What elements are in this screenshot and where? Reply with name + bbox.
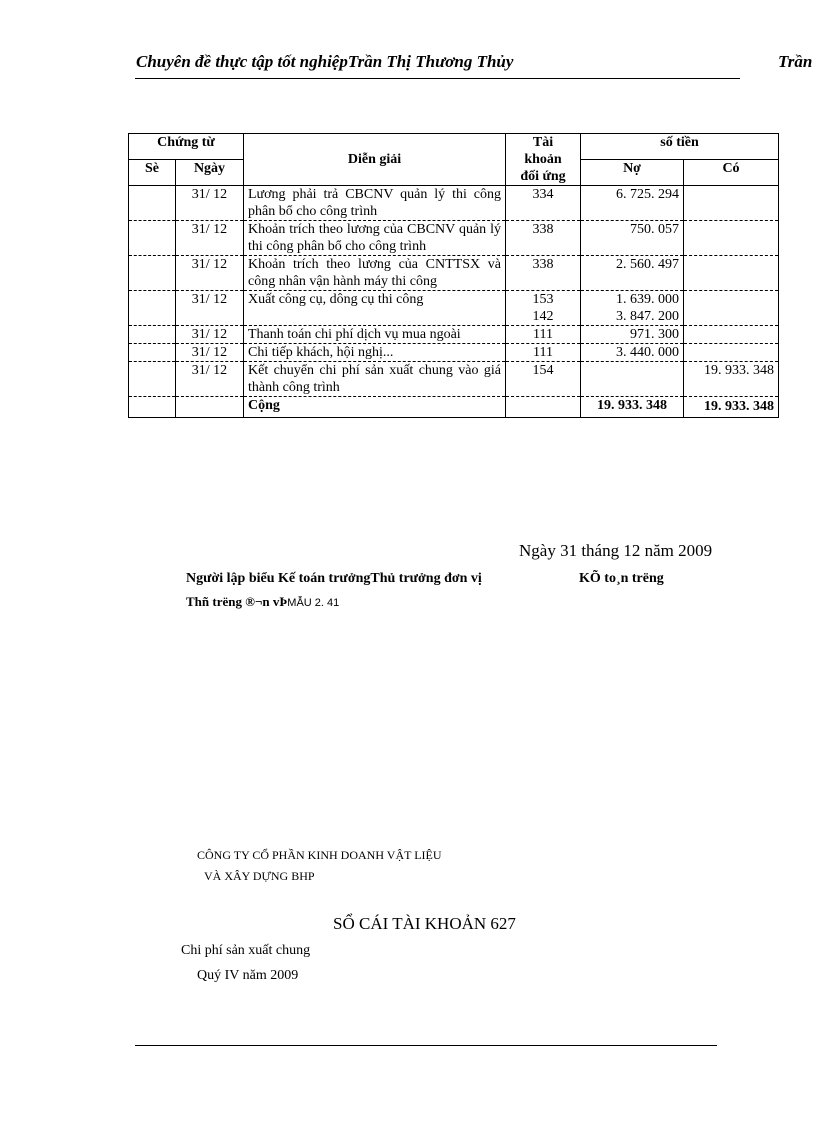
row-date: 31/ 12 <box>176 362 244 397</box>
table-row <box>129 362 779 397</box>
header-rule <box>135 78 740 79</box>
row-description: Khoản trích theo lương của CBCNV quản lý thi công phân bổ cho công trình <box>244 221 506 256</box>
signature-line-1 <box>186 571 736 587</box>
row-date: 31/ 12 <box>176 344 244 362</box>
row-description: Khoản trích theo lương của CNTTSX và công nhân vận hành máy thi công <box>244 256 506 291</box>
row-debit: 750. 057 <box>581 221 684 256</box>
company-name-line-1: CÔNG TY CỔ PHẦN KINH DOANH VẬT LIỆU <box>197 848 442 862</box>
signature-line-2-garbled: Thñ trëng ®¬n vÞ <box>186 594 288 609</box>
table-row <box>129 256 779 291</box>
row-account: 334 <box>506 186 581 221</box>
ledger-table <box>128 133 779 418</box>
row-debit-line-2: 3. 847. 200 <box>616 309 679 324</box>
account-header-line-2: khoản <box>524 152 562 167</box>
row-debit: 971. 300 <box>581 326 684 344</box>
number-header: Sè <box>129 160 176 186</box>
row-credit: 19. 933. 348 <box>684 362 779 397</box>
form-code: MẪU 2. 41 <box>287 597 340 609</box>
row-description: Chi tiếp khách, hội nghị... <box>244 344 506 362</box>
row-credit <box>684 344 779 362</box>
row-debit: 3. 440. 000 <box>581 344 684 362</box>
row-date: 31/ 12 <box>176 291 244 326</box>
row-date: 31/ 12 <box>176 326 244 344</box>
row-debit <box>581 362 684 397</box>
row-description: Thanh toán chi phí dịch vụ mua ngoài <box>244 326 506 344</box>
signature-roles: Người lập biểu Kế toán trưởngThủ trưởng đơn vị <box>186 571 482 586</box>
row-description: Lương phải trả CBCNV quản lý thi công phân bổ cho công trình <box>244 186 506 221</box>
row-account: 111 <box>506 326 581 344</box>
credit-header: Có <box>684 160 779 186</box>
row-credit <box>684 221 779 256</box>
voucher-group-header: Chứng từ <box>129 134 244 160</box>
account-header-line-1: Tài <box>532 135 554 150</box>
row-credit <box>684 291 779 326</box>
ledger-subtitle: Chi phí sản xuất chung <box>181 943 311 958</box>
row-account-line-1: 153 <box>532 292 554 307</box>
row-account: 111 <box>506 344 581 362</box>
signature-date: Ngày 31 tháng 12 năm 2009 <box>519 541 713 560</box>
footer-rule <box>135 1045 717 1046</box>
page-header-title: Chuyên đề thực tập tốt nghiệpTrần Thị Thương Thủy <box>136 52 514 71</box>
row-debit-line-1: 1. 639. 000 <box>616 292 679 307</box>
total-label: Cộng <box>244 397 506 418</box>
row-credit <box>684 326 779 344</box>
signature-roles-garbled: KÕ to¸n trëng <box>579 571 664 586</box>
ledger-period: Quý IV năm 2009 <box>197 968 299 983</box>
table-row <box>129 326 779 344</box>
table-row <box>129 344 779 362</box>
account-header <box>506 134 581 186</box>
row-debit: 6. 725. 294 <box>581 186 684 221</box>
company-name-line-2: VÀ XÂY DỰNG BHP <box>204 869 315 883</box>
row-description: Xuất công cụ, dông cụ thi công <box>244 291 506 326</box>
row-account: 338 <box>506 221 581 256</box>
row-date: 31/ 12 <box>176 221 244 256</box>
row-credit <box>684 256 779 291</box>
total-debit: 19. 933. 348 <box>581 397 684 418</box>
page-header-right: Trần <box>778 52 813 71</box>
row-account-line-2: 142 <box>532 309 554 324</box>
row-debit: 2. 560. 497 <box>581 256 684 291</box>
row-debit <box>581 291 684 326</box>
date-header: Ngày <box>176 160 244 186</box>
total-row <box>129 397 779 418</box>
row-credit <box>684 186 779 221</box>
ledger-title: SỔ CÁI TÀI KHOẢN 627 <box>333 914 516 933</box>
account-header-line-3: đối ứng <box>520 169 566 184</box>
amount-group-header: số tiền <box>581 134 779 160</box>
row-date: 31/ 12 <box>176 186 244 221</box>
table-row <box>129 221 779 256</box>
debit-header: Nợ <box>581 160 684 186</box>
signature-line-2 <box>186 594 339 610</box>
total-credit: 19. 933. 348 <box>684 397 779 418</box>
table-row <box>129 291 779 326</box>
table-row <box>129 186 779 221</box>
row-account: 154 <box>506 362 581 397</box>
row-account: 338 <box>506 256 581 291</box>
description-header: Diễn giải <box>244 134 506 186</box>
row-description: Kết chuyển chi phí sản xuất chung vào giá thành công trình <box>244 362 506 397</box>
row-date: 31/ 12 <box>176 256 244 291</box>
row-account <box>506 291 581 326</box>
